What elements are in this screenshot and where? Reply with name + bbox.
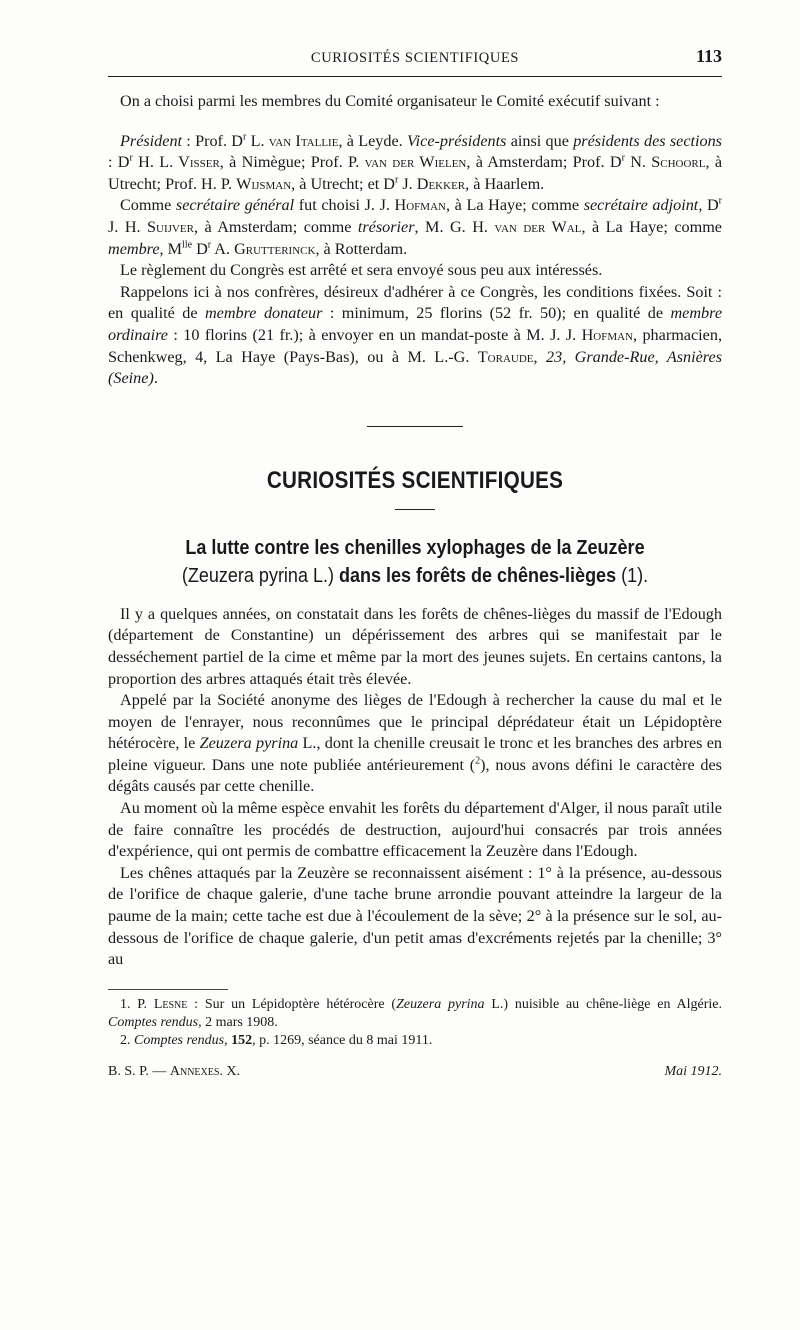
title-rule <box>395 509 435 510</box>
role: membre donateur <box>204 304 323 323</box>
text-run: . <box>153 369 158 388</box>
text-run: , M. G. H. <box>414 217 495 236</box>
article-paragraph <box>108 690 722 798</box>
person-name: N. Schoorl <box>630 153 706 172</box>
species-name: Zeuzera pyrina <box>396 996 485 1012</box>
text-run: Rappelons ici à nos confrères, désireux d'adhérer à ce Congrès, les conditions fixées. Soit : en qualité de <box>108 282 722 323</box>
person-name: L. van Itallie <box>250 131 339 150</box>
superscript: r <box>129 152 133 164</box>
text-run: Annexes <box>169 1063 220 1079</box>
superscript: r <box>621 152 625 164</box>
footnote-2 <box>108 1032 722 1050</box>
journal-name: Comptes rendus <box>108 1014 199 1030</box>
text-run: L., dont la chenille creusait le tronc et les branches des arbres en pleine vigueur. Dans une note publiée antérieurement ( <box>108 734 722 774</box>
membership-paragraph <box>108 282 722 390</box>
text-run: , M <box>159 239 183 258</box>
text-run: : 10 florins (21 fr.); à envoyer en un mandat-poste à M. J. J. <box>167 325 582 344</box>
text-run: B. S. P. — <box>108 1063 170 1079</box>
text-run: Appelé par la Société anonyme des lièges de l'Edough à rechercher la cause du mal et le moyen de l'enrayer, nous reconnûmes que le principal déprédateur était un Lépidoptère hétérocère, le <box>108 691 722 753</box>
text-run: , à Rotterdam. <box>315 239 408 258</box>
section-title: CURIOSITÉS SCIENTIFIQUES <box>266 466 564 494</box>
committee-paragraph <box>108 131 722 196</box>
page-footer <box>108 1064 722 1088</box>
superscript: r <box>718 195 723 207</box>
text-run: , D <box>698 196 719 215</box>
text-run: L.) nuisible au chêne-liège en Algérie. <box>484 996 722 1012</box>
text-run: . X. <box>219 1063 241 1079</box>
article-paragraph: Les chênes attaqués par la Zeuzère se reconnaissent aisément : 1° à la présence, au-dessous de l'orifice de chaque galerie, d'une tache brune arrondie pouvant atteindre la largeur de la paume de la main; cette tache est due à l'écoulement de la sève; 2° à la présence sur le sol, au-dessous de l'orifice de chaque galerie, d'un petit amas d'excréments rejetés par la chenille; 3° au <box>108 863 722 969</box>
person-name: Hofman <box>581 325 633 344</box>
president-label: Président <box>120 131 183 150</box>
footnote-ref: 2 <box>475 755 481 767</box>
text-run: dans les forêts de chênes-lièges <box>333 564 622 587</box>
journal-name: Comptes rendus <box>134 1032 225 1048</box>
text-run: : Sur un Lépidoptère hétérocère ( <box>187 996 397 1012</box>
species-name: (Zeuzera pyrina L.) <box>181 564 334 587</box>
text-run: , p. 1269, séance du 8 mai 1911. <box>252 1032 433 1048</box>
text-run: : minimum, 25 florins (52 fr. 50); en qualité de <box>322 304 671 323</box>
text-run: Comme <box>120 196 176 215</box>
text-run: , à Amsterdam; Prof. D <box>466 153 622 172</box>
text-run: , <box>533 347 546 366</box>
text-run: , à Leyde. <box>338 131 407 150</box>
sections-label: présidents des sections <box>573 131 722 150</box>
text-run: , à La Haye; comme <box>445 196 584 215</box>
role: secrétaire adjoint <box>583 196 699 215</box>
superscript: r <box>207 239 212 251</box>
superscript: lle <box>182 239 193 251</box>
superscript: r <box>242 131 247 143</box>
footer-date: Mai 1912. <box>664 1063 722 1079</box>
text-run: J. H. <box>108 217 148 236</box>
text-run: A. <box>211 239 235 258</box>
secretary-paragraph <box>108 195 722 260</box>
text-run: , <box>224 1032 232 1048</box>
footnote-ref: (1). <box>621 564 649 587</box>
running-title: CURIOSITÉS SCIENTIFIQUES <box>310 50 520 66</box>
person-name: Suijver <box>147 217 194 236</box>
role: trésorier <box>357 217 415 236</box>
person-name: Grutterinck <box>234 239 316 258</box>
article-title: La lutte contre les chenilles xylophages de la Zeuzère <box>185 536 645 559</box>
text-run: : Prof. D <box>182 131 243 150</box>
article-subtitle <box>139 562 692 590</box>
text-run: , 2 mars 1908. <box>198 1014 278 1030</box>
volume: 152 <box>231 1032 253 1048</box>
text-run: 1. P. <box>120 996 154 1012</box>
person-name: Toraude <box>477 347 534 366</box>
person-name: van der Wal <box>494 217 582 236</box>
text-run: , à La Haye; comme <box>581 217 722 236</box>
text-run: D <box>192 239 208 258</box>
text-run: fut choisi J. J. <box>294 196 395 215</box>
text-run: ainsi que <box>506 131 574 150</box>
footnote-1 <box>108 996 722 1032</box>
role: secrétaire général <box>175 196 295 215</box>
superscript: r <box>394 174 399 186</box>
address: 23, Grande-Rue, Asnières (Seine) <box>108 347 722 388</box>
text-run: , à Nimègue; Prof. P. <box>219 153 365 172</box>
text-run: , à Amsterdam; comme <box>193 217 358 236</box>
article-paragraph: Au moment où la même espèce envahit les forêts du département d'Alger, il nous paraît utile de faire connaître les procédés de destruction, aujourd'hui consacrés par trois années d'expérience, qui ont permis de combattre efficacement la Zeuzère dans l'Edough. <box>108 799 722 861</box>
role: membre ordinaire <box>108 304 723 344</box>
separator-rule <box>367 426 463 427</box>
text-run: , à Utrecht; Prof. H. P. <box>108 153 723 193</box>
text-run: 2. <box>120 1032 134 1048</box>
page-number: 113 <box>695 46 722 66</box>
person-name: J. Dekker <box>402 174 466 193</box>
person-name: Wijsman <box>236 174 292 193</box>
running-header <box>108 44 722 74</box>
person-name: van der Wielen <box>364 153 467 172</box>
person-name: Hofman <box>394 196 446 215</box>
text-run: , pharmacien, Schenkweg, 4, La Haye (Pays-Bas), ou à M. L.-G. <box>108 325 722 366</box>
footer-left <box>108 1064 240 1080</box>
species-name: Zeuzera pyrina <box>199 734 299 753</box>
text-run: ), nous avons défini le caractère des dégâts causés par cette chenille. <box>108 755 722 796</box>
person-name: H. L. Visser <box>138 153 220 172</box>
vp-label: Vice-présidents <box>406 131 507 150</box>
text-run: : D <box>108 153 130 172</box>
text-run: , à Haarlem. <box>465 174 545 193</box>
article-paragraph: Il y a quelques années, on constatait dans les forêts de chênes-lièges du massif de l'Edough (département de Constantine) un dépérissement des arbres qui se manifestait par le desséchement partiel de la cime et même par la mort des jeunes sujets. En certains cantons, la proportion des arbres attaqués était très élevée. <box>108 604 722 688</box>
text-run: , à Utrecht; et D <box>291 174 395 193</box>
reglement-paragraph: Le règlement du Congrès est arrêté et sera envoyé sous peu aux intéressés. <box>120 261 603 280</box>
person-name: Lesne <box>153 996 188 1012</box>
intro-paragraph: On a choisi parmi les membres du Comité organisateur le Comité exécutif suivant : <box>120 92 660 110</box>
role: membre <box>108 239 160 258</box>
document-page <box>108 44 722 1088</box>
